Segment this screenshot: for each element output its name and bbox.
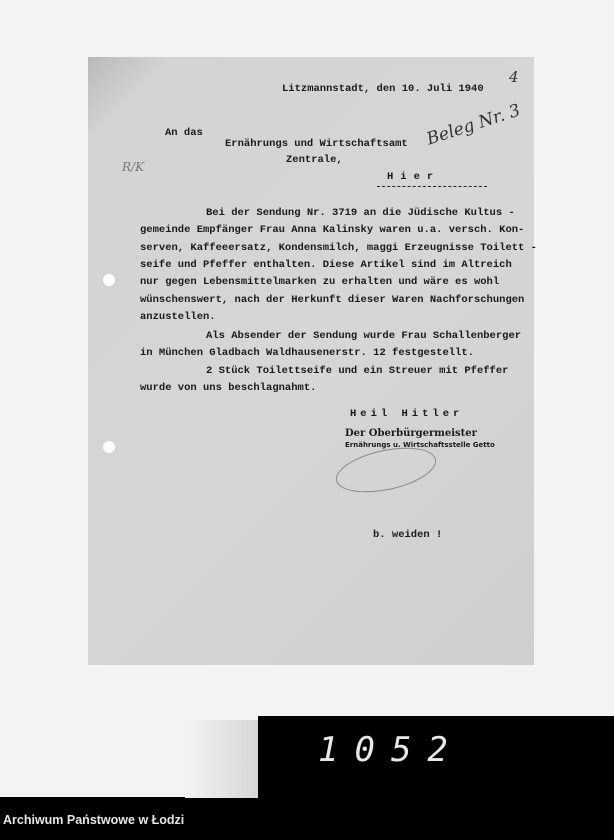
page-number-handwritten: 4 <box>509 68 519 86</box>
underline <box>377 186 487 187</box>
recipient-intro: An das <box>165 127 203 139</box>
annotation-handwritten: Beleg Nr. 3 <box>424 100 523 150</box>
recipient-line1: Ernährungs und Wirtschaftsamt <box>225 138 408 150</box>
archive-footer: Archiwum Państwowe w Łodzi <box>3 813 185 827</box>
footnote: b. weiden ! <box>373 529 443 541</box>
recipient-line3: Hier <box>387 171 441 183</box>
body-line: wurde von uns beschlagnahmt. <box>140 382 317 394</box>
punch-hole <box>103 441 115 453</box>
frame-counter-box <box>258 716 614 798</box>
body-line: seife und Pfeffer enthalten. Diese Artikel sind im Altreich <box>140 259 512 271</box>
body-line: Als Absender der Sendung wurde Frau Schallenberger <box>206 330 522 342</box>
recipient-line2: Zentrale, <box>286 154 343 166</box>
closing: Heil Hitler <box>350 408 464 420</box>
initials-handwritten: R/K <box>122 160 145 174</box>
frame-counter: 1052 <box>318 730 464 770</box>
frame-shadow <box>185 720 265 798</box>
body-line: anzustellen. <box>140 311 216 323</box>
date-line: Litzmannstadt, den 10. Juli 1940 <box>282 83 484 95</box>
stamp-line2: Ernährungs u. Wirtschaftsstelle Getto <box>345 441 495 449</box>
body-line: nur gegen Lebensmittelmarken zu erhalten und wäre es wohl <box>140 276 500 288</box>
body-line: Bei der Sendung Nr. 3719 an die Jüdische Kultus - <box>206 207 515 219</box>
punch-hole <box>103 274 115 286</box>
body-line: serven, Kaffeeersatz, Kondensmilch, maggi Erzeugnisse Toilett - <box>140 242 537 254</box>
body-line: 2 Stück Toilettseife und ein Streuer mit Pfeffer <box>206 365 509 377</box>
stamp-line1: Der Oberbürgermeister <box>345 428 477 439</box>
body-line: in München Gladbach Waldhausenerstr. 12 festgestellt. <box>140 347 474 359</box>
body-line: gemeinde Empfänger Frau Anna Kalinsky waren u.a. versch. Kon- <box>140 224 525 236</box>
body-line: wünschenswert, nach der Herkunft dieser Waren Nachforschungen <box>140 294 525 306</box>
